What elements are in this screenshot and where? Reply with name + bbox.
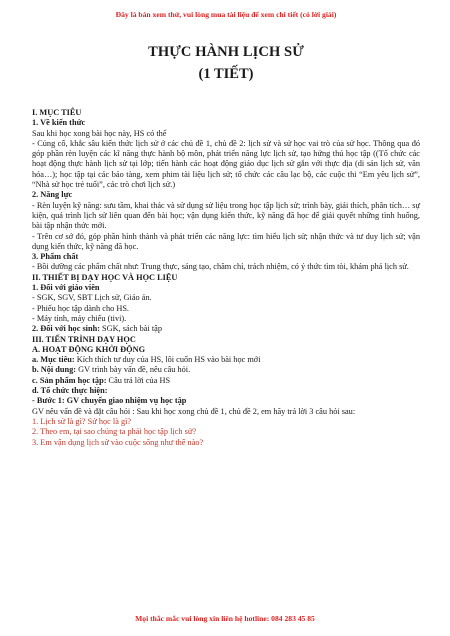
question-item: 2. Theo em, tại sao chúng ta phải học tập lịch sử?	[32, 427, 197, 437]
paragraph-kien-thuc: - Củng cố, khắc sâu kiến thức lịch sử ở các chủ đề 1, chủ đề 2: lịch sử và sử học vai trò của sử học. Thông qua đó góp phần rèn luyện các kĩ năng thực hành bộ môn, phát triển năng lực lịch sử, tạo hứng thú học tập ((Tổ chức các hoạt động thực hành lịch sử tại lớp; tiến hành các hoạt động giáo dục lịch sử gắn với thực địa (di sản lịch sử, văn hóa…); học tập tại các bảo tàng, xem phim tài liệu lịch sử; tổ chức các câu lạc bộ, các cuộc thi “Em yêu lịch sử”, “Nhà sử học trẻ tuổi”, các trò chơi lịch sử.)	[32, 138, 420, 190]
paragraph-buoc-1: GV nêu vấn đề và đặt câu hỏi : Sau khi học xong chủ đề 1, chủ đề 2, em hãy trả lời 3 câu hỏi sau:	[32, 406, 356, 416]
step-1-heading: - Bước 1: GV chuyển giao nhiệm vụ học tập	[32, 396, 187, 406]
subheading-nang-luc: 2. Năng lực	[32, 190, 73, 200]
paragraph-noi-dung-b	[32, 365, 420, 375]
text-hoc-sinh: SGK, sách bài tập	[99, 324, 162, 334]
text-b: GV trình bày vấn đề, nêu câu hỏi.	[76, 365, 191, 375]
question-item: 3. Em vận dụng lịch sử vào cuộc sống như thế nào?	[32, 437, 204, 447]
list-item: - Máy tính, máy chiếu (tivi).	[32, 313, 127, 323]
section-heading-tien-trinh: III. TIẾN TRÌNH DẠY HỌC	[32, 334, 136, 344]
subheading-pham-chat: 3. Phẩm chất	[32, 252, 79, 262]
paragraph-muc-tieu-a	[32, 355, 420, 365]
subheading-giao-vien: 1. Đối với giáo viên	[32, 283, 100, 293]
page-title: THỰC HÀNH LỊCH SỬ	[148, 44, 304, 60]
paragraph-nang-luc-1: - Rèn luyện kỹ năng: sưu tầm, khai thác và sử dụng sử liệu trong học tập lịch sử; trình bày, giải thích, phân tích… sự kiện, quá trình lịch sử liên quan đến bài học; vận dụng kiến thức, kỹ năng đã học để giải quyết những tình huống, bài tập nhận thức mới.	[32, 200, 420, 231]
list-item: - Phiếu học tập dành cho HS.	[32, 303, 130, 313]
paragraph-pham-chat: - Bồi dưỡng các phẩm chất như: Trung thực, sáng tạo, chăm chỉ, trách nhiệm, có ý thức tìm tòi, khám phá lịch sử.	[32, 262, 409, 272]
list-item: - SGK, SGV, SBT Lịch sử, Giáo án.	[32, 293, 152, 303]
section-heading-hoat-dong: A. HOẠT ĐỘNG KHỞI ĐỘNG	[32, 344, 146, 354]
section-heading-muc-tieu: I. MỤC TIÊU	[32, 108, 82, 117]
preview-banner: Đây là bản xem thử, vui lòng mua tài liệu để xem chi tiết (có lời giải)	[115, 10, 337, 19]
question-item: 1. Lịch sử là gì? Sử học là gì?	[32, 416, 132, 426]
subheading-kien-thuc: 1. Về kiến thức	[32, 118, 86, 128]
label-hoc-sinh: 2. Đối với học sinh:	[32, 324, 100, 334]
label-a: a. Mục tiêu:	[32, 355, 75, 365]
paragraph-nang-luc-2: - Trên cơ sở đó, góp phần hình thành và phát triển các năng lực: tìm hiểu lịch sử; nhận thức và tư duy lịch sử; vận dụng kiến thức, kỹ năng đã học.	[32, 231, 420, 251]
page-subtitle: (1 TIẾT)	[198, 66, 254, 82]
text-c: Câu trả lời của HS	[106, 375, 171, 385]
paragraph-hoc-sinh	[32, 324, 420, 334]
paragraph-san-pham-c	[32, 376, 420, 386]
hotline-footer: Mọi thắc mắc vui lòng xin liên hệ hotline: 084 283 45 85	[135, 614, 315, 623]
label-d: d. Tổ chức thực hiện:	[32, 386, 108, 396]
section-heading-thiet-bi: II. THIẾT BỊ DẠY HỌC VÀ HỌC LIỆU	[32, 272, 178, 282]
label-c: c. Sản phẩm học tập:	[32, 375, 107, 385]
document-body	[32, 108, 420, 448]
paragraph-kien-thuc-intro: Sau khi học xong bài học này, HS có thể	[32, 128, 167, 138]
text-a: Kích thích tư duy của HS, lôi cuốn HS vào bài học mới	[74, 355, 261, 365]
label-b: b. Nội dung:	[32, 365, 77, 375]
